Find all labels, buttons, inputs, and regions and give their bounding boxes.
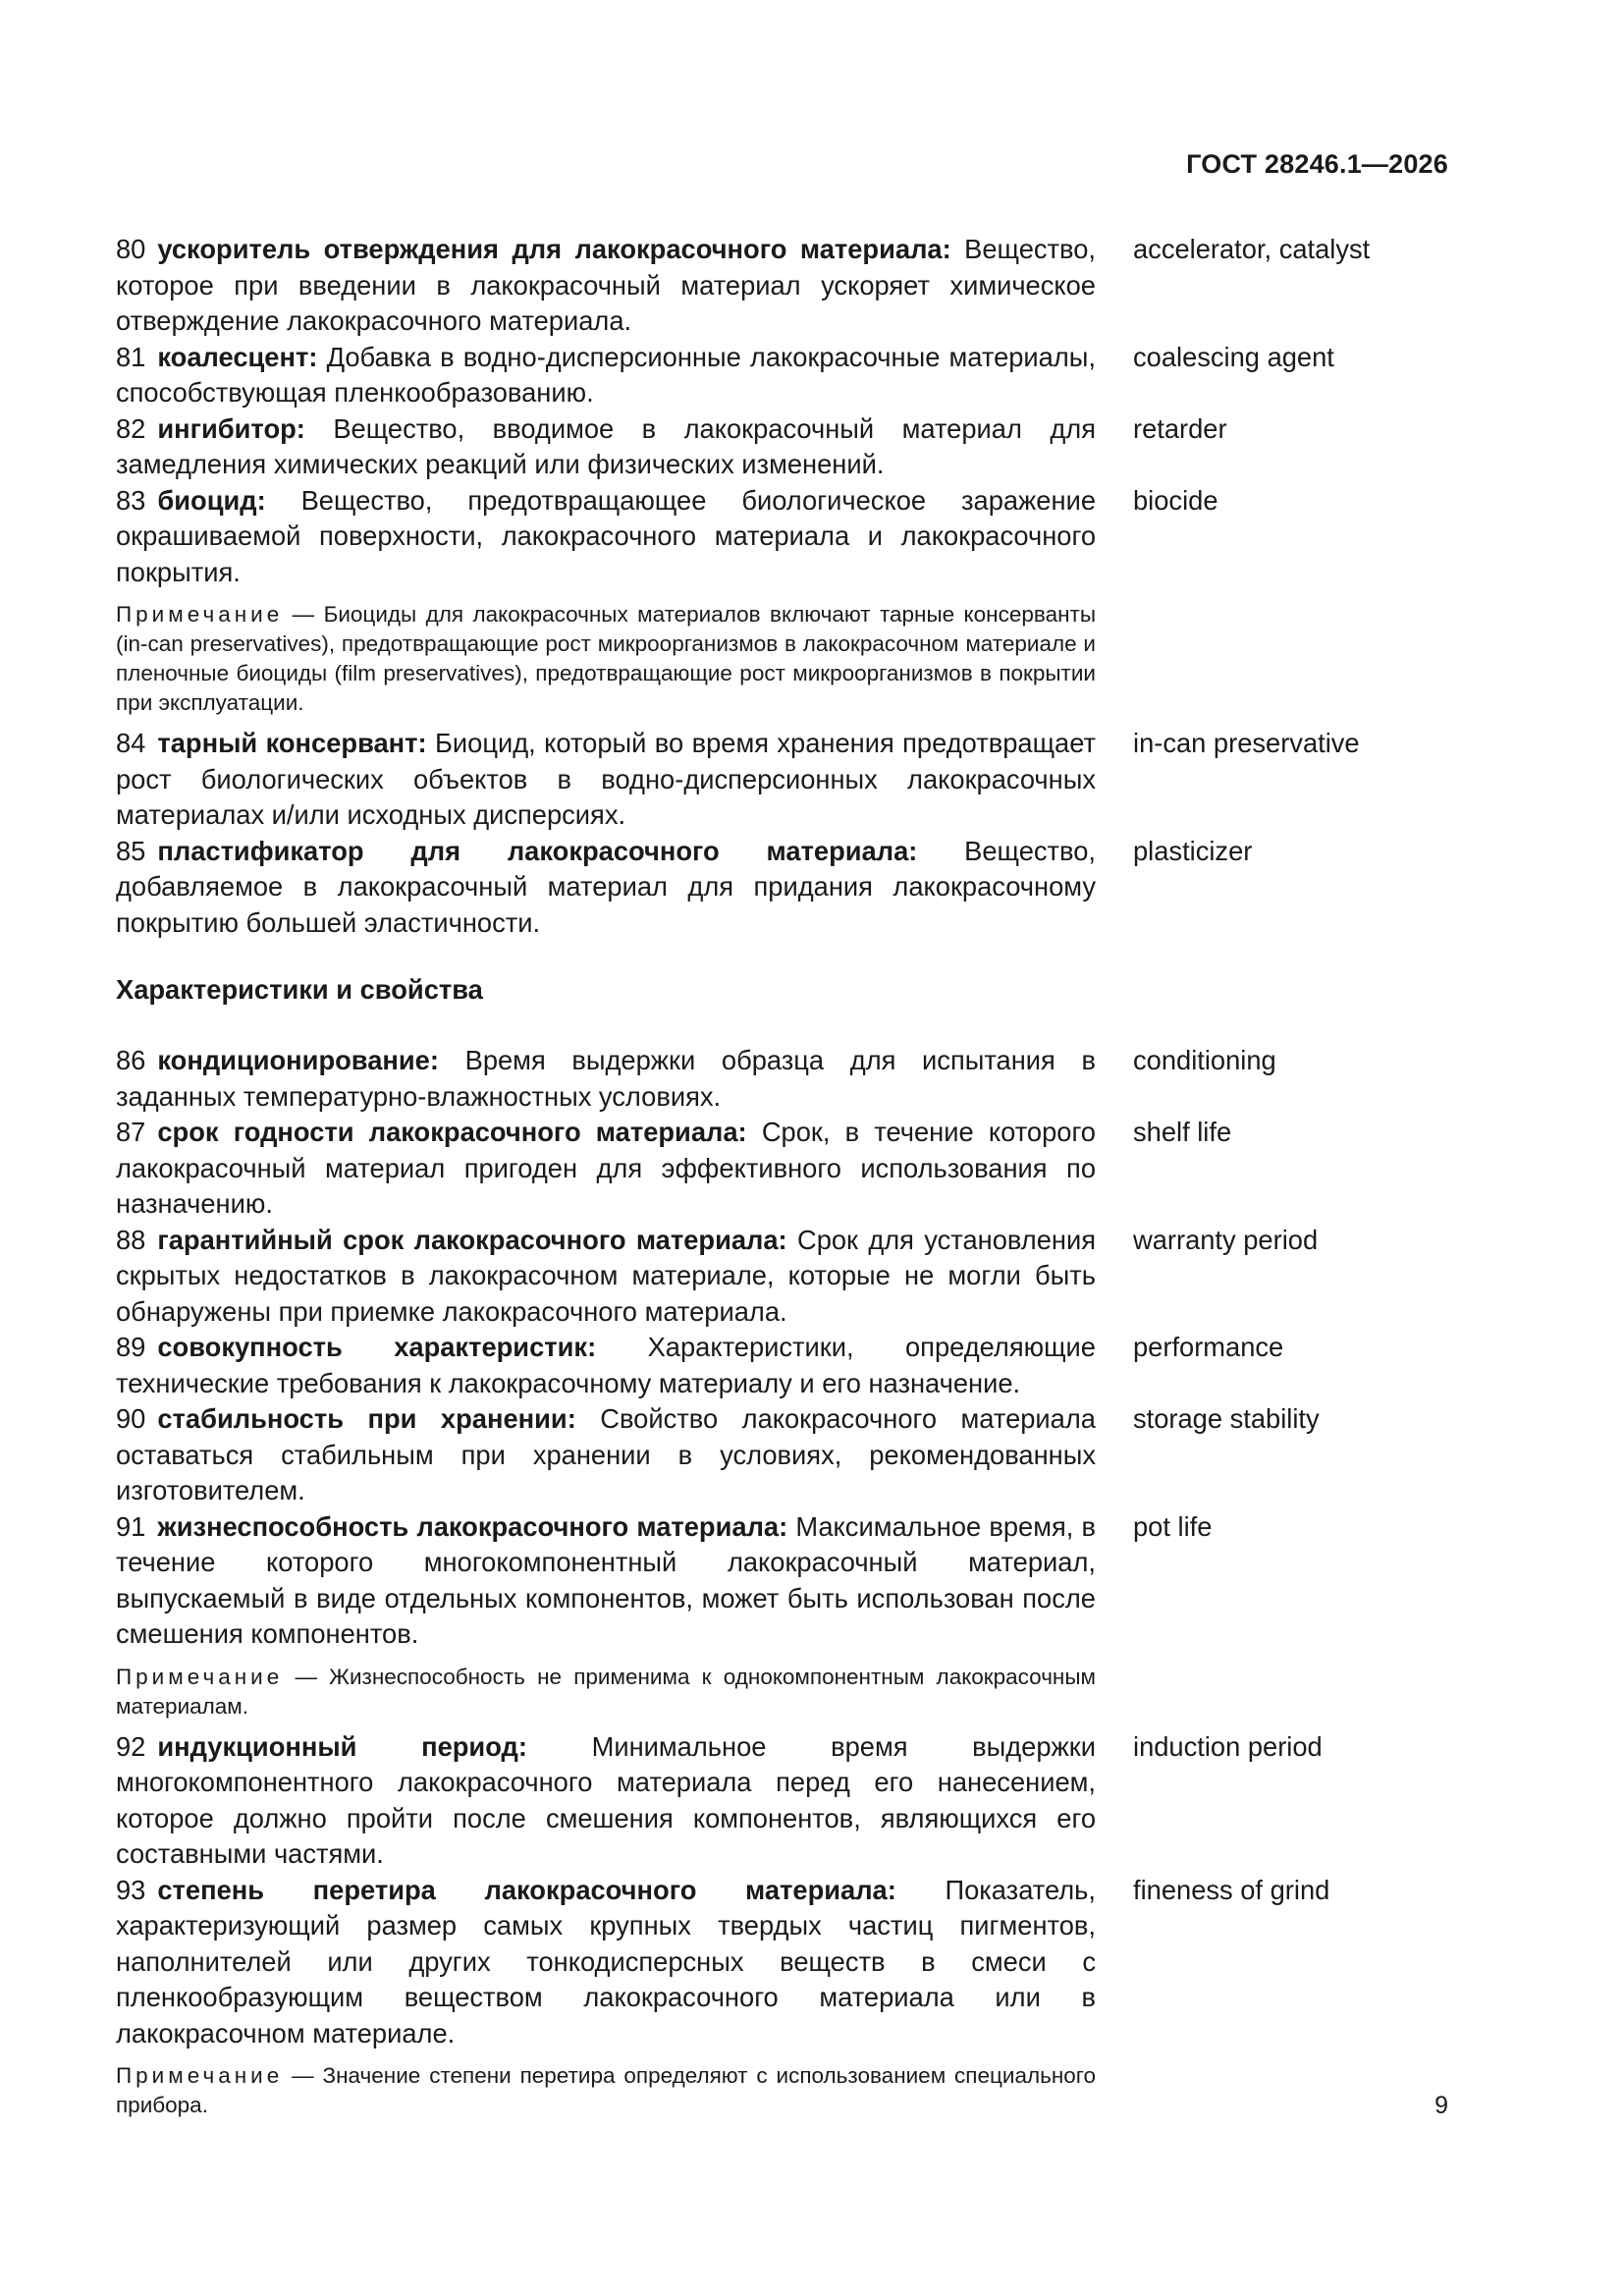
glossary-entry [116,483,1451,591]
entry-english: storage stability [1133,1403,1320,1434]
term-number: 80 [116,234,146,264]
term-number: 88 [116,1224,146,1255]
term-name: степень перетира лакокрасочного материала: [157,1874,896,1905]
glossary-entry [116,1729,1451,1873]
note [116,600,1096,718]
glossary-entry [116,1873,1451,2052]
entry-russian [116,1043,1096,1115]
term-name: срок годности лакокрасочного материала: [157,1117,747,1147]
entry-russian [116,483,1096,591]
page-number: 9 [1434,2092,1448,2119]
entry-english: performance [1133,1332,1284,1362]
entry-english: retarder [1133,412,1227,444]
glossary-entry [116,1043,1451,1115]
glossary-entry [116,1115,1451,1223]
entry-russian [116,411,1096,483]
term-number: 84 [116,728,146,758]
term-name: коалесцент: [157,341,318,372]
term-definition: Вещество, которое при введении в лакокрасочный материал ускоряет химическое отверждение лакокрасочного материала. [116,234,1096,336]
entry-english: coalescing agent [1133,341,1334,372]
term-definition: Вещество, предотвращающее биологическое заражение окрашиваемой поверхности, лакокрасочного материала и лакокрасочного покрытия. [116,484,1096,587]
term-name: ускоритель отверждения для лакокрасочного материала: [157,234,951,264]
standard-designation: ГОСТ 28246.1—2026 [1186,149,1448,179]
glossary-entry [116,1223,1451,1331]
entry-russian [116,340,1096,411]
term-number: 82 [116,412,146,444]
entry-english: conditioning [1133,1045,1276,1075]
section-heading: Характеристики и свойства [116,974,483,1005]
entry-russian [116,1115,1096,1223]
term-name: совокупность характеристик: [157,1332,597,1362]
entry-english: pot life [1133,1510,1213,1542]
term-name: индукционный период: [157,1730,527,1762]
term-number: 93 [116,1874,146,1905]
note-text: — Значение степени перетира определяют с использованием специального прибора. [116,2063,1096,2117]
term-number: 87 [116,1117,146,1147]
glossary-entry [116,411,1451,483]
term-definition: Свойство лакокрасочного материала оставаться стабильным при хранении в условиях, рекомендованных изготовителем. [116,1403,1096,1505]
term-name: пластификатор для лакокрасочного материала: [157,835,918,866]
term-definition: Характеристики, определяющие технические требования к лакокрасочному материалу и его назначение. [116,1332,1096,1398]
term-definition: Минимальное время выдержки многокомпонентного лакокрасочного материала перед его нанесением, которое должно пройти после смешения компонентов, являющихся его составными частями. [116,1730,1096,1869]
term-name: тарный консервант: [157,728,427,758]
note-label: Примечание [116,2063,284,2088]
term-number: 92 [116,1730,146,1762]
entry-russian [116,1729,1096,1873]
entry-russian [116,834,1096,942]
glossary-entry [116,1401,1451,1509]
entry-english: in-can preservative [1133,728,1360,758]
term-number: 86 [116,1045,146,1075]
entry-russian [116,1223,1096,1331]
entry-russian [116,232,1096,340]
glossary-entry [116,1330,1451,1401]
term-number: 89 [116,1332,146,1362]
glossary-entry [116,834,1451,942]
glossary-entry [116,726,1451,834]
note-label: Примечание [116,1664,284,1689]
entry-russian [116,1401,1096,1509]
note-label: Примечание [116,602,284,627]
term-definition: Срок для установления скрытых недостатков в лакокрасочном материале, которые не могли быть обнаружены при приемке лакокрасочного материала. [116,1224,1096,1327]
term-number: 83 [116,484,146,516]
term-number: 85 [116,835,146,866]
entry-russian [116,1873,1096,2052]
glossary-entry [116,1509,1451,1653]
term-number: 91 [116,1510,146,1542]
term-definition: Максимальное время, в течение которого многокомпонентный лакокрасочный материал, выпускаемый в виде отдельных компонентов, может быть использован после смешения компонентов. [116,1510,1096,1649]
term-name: жизнеспособность лакокрасочного материала: [157,1510,788,1542]
term-number: 90 [116,1403,146,1434]
entry-english: induction period [1133,1730,1323,1762]
term-definition: Вещество, вводимое в лакокрасочный материал для замедления химических реакций или физических изменений. [116,412,1096,479]
term-definition: Срок, в течение которого лакокрасочный материал пригоден для эффективного использования по назначению. [116,1117,1096,1219]
entry-russian [116,726,1096,834]
term-name: биоцид: [157,484,266,516]
note-text: — Жизнеспособность не применима к однокомпонентным лакокрасочным материалам. [116,1664,1096,1719]
term-number: 81 [116,341,146,372]
term-definition: Вещество, добавляемое в лакокрасочный материал для придания лакокрасочному покрытию большей эластичности. [116,835,1096,938]
glossary-entry [116,340,1451,411]
entry-english: fineness of grind [1133,1874,1330,1905]
glossary-entry [116,232,1451,340]
term-definition: Время выдержки образца для испытания в заданных температурно-влажностных условиях. [116,1045,1096,1112]
note-text: — Биоциды для лакокрасочных материалов включают тарные консерванты (in-can preservatives), предотвращающие рост микроорганизмов в лакокрасочном материале и пленочные биоциды (film preservatives), предотвращающие рост микроорганизмов в покрытии при эксплуатации. [116,602,1096,715]
entry-english: accelerator, catalyst [1133,234,1371,264]
term-definition: Биоцид, который во время хранения предотвращает рост биологических объектов в водно-дисперсионных лакокрасочных материалах и/или исходных дисперсиях. [116,728,1096,830]
entry-english: plasticizer [1133,835,1253,866]
term-definition: Показатель, характеризующий размер самых крупных твердых частиц пигментов, наполнителей или других тонкодисперсных веществ в смеси с пленкообразующим веществом лакокрасочного материала или в лакокрасочном материале. [116,1874,1096,2049]
entry-english: biocide [1133,484,1218,516]
glossary-content [116,232,1451,2128]
entry-english: shelf life [1133,1117,1232,1147]
term-name: ингибитор: [157,412,305,444]
term-name: гарантийный срок лакокрасочного материала: [157,1224,787,1255]
entry-russian [116,1509,1096,1653]
term-definition: Добавка в водно-дисперсионные лакокрасочные материалы, способствующая пленкообразованию. [116,341,1096,408]
term-name: кондиционирование: [157,1045,439,1075]
note [116,1663,1096,1722]
entry-russian [116,1330,1096,1401]
note [116,2061,1096,2120]
entry-english: warranty period [1133,1224,1319,1255]
term-name: стабильность при хранении: [157,1403,576,1434]
